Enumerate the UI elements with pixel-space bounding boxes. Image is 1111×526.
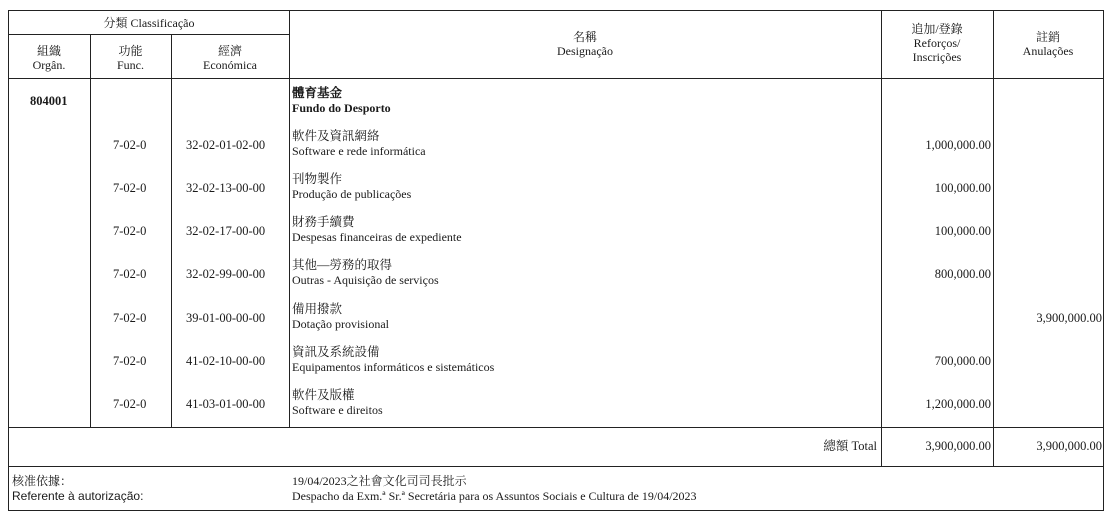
func-code: 7-02-0: [113, 138, 147, 152]
reforco-amount: 700,000.00: [934, 354, 991, 368]
row-designation: [292, 302, 389, 332]
col-divider-organ: [90, 34, 91, 427]
row-designation-pt: Software e direitos: [292, 403, 383, 417]
header-desig-pt: Designação: [557, 44, 613, 58]
header-reforcos-cn: 追加/登錄: [911, 22, 963, 36]
left-border: [8, 10, 9, 510]
row-designation: [292, 345, 494, 375]
header-econ-pt: Económica: [203, 58, 257, 72]
econ-code: 39-01-00-00-00: [186, 311, 266, 325]
authorization-label: [12, 474, 143, 504]
authorization-text-cn: 19/04/2023之社會文化司司長批示: [292, 474, 467, 488]
col-divider-desig: [881, 10, 882, 466]
func-code: 7-02-0: [113, 397, 147, 411]
right-border: [1103, 10, 1104, 510]
row-designation-pt: Outras - Aquisição de serviços: [292, 273, 439, 287]
anulacao-amount: 3,900,000.00: [1036, 311, 1102, 325]
header-organ: [8, 44, 90, 72]
top-border: [8, 10, 1104, 11]
total-bottom-border: [8, 466, 1104, 467]
body-bottom-border: [8, 427, 1104, 428]
fund-name-pt: Fundo do Desporto: [292, 101, 391, 115]
header-organ-cn: 組織: [36, 44, 61, 58]
econ-code: 32-02-17-00-00: [186, 224, 266, 238]
row-designation: [292, 129, 426, 159]
header-anul-cn: 註銷: [1035, 30, 1060, 44]
row-designation: [292, 388, 383, 418]
row-designation-cn: 其他—勞務的取得: [292, 258, 393, 272]
header-func: [90, 44, 171, 72]
econ-code: 41-03-01-00-00: [186, 397, 266, 411]
header-bottom-border: [8, 78, 1104, 79]
reforco-amount: 1,000,000.00: [925, 138, 991, 152]
fund-name-cn: 體育基金: [292, 86, 343, 100]
total-reforco: 3,900,000.00: [925, 439, 991, 453]
row-designation: [292, 258, 439, 288]
authorization-text-pt: Despacho da Exm.ª Sr.ª Secretária para os Assuntos Sociais e Cultura de 19/04/2023: [292, 489, 697, 503]
row-designation-cn: 資訊及系統設備: [292, 345, 380, 359]
header-anulacoes: [993, 30, 1103, 58]
fund-name: [292, 86, 391, 116]
header-reforcos-pt1: Reforços/: [913, 36, 961, 50]
header-reforcos-pt2: Inscrições: [912, 50, 962, 64]
row-designation-cn: 刊物製作: [292, 172, 343, 186]
func-code: 7-02-0: [113, 311, 147, 325]
authorization-text: [292, 474, 697, 504]
bottom-border: [8, 510, 1104, 511]
row-designation: [292, 172, 411, 202]
header-organ-pt: Orgân.: [32, 58, 66, 72]
row-designation-pt: Dotação provisional: [292, 317, 389, 331]
header-reforcos: [881, 22, 993, 64]
row-designation-cn: 軟件及資訊網絡: [292, 129, 380, 143]
func-code: 7-02-0: [113, 267, 147, 281]
authorization-label-pt: Referente à autorização:: [12, 489, 144, 503]
row-designation-cn: 軟件及版權: [292, 388, 355, 402]
row-designation-pt: Equipamentos informáticos e sistemáticos: [292, 360, 495, 374]
total-anulacao: 3,900,000.00: [1036, 439, 1102, 453]
header-anul-pt: Anulações: [1022, 44, 1074, 58]
header-classificacao: 分類 Classificação: [103, 16, 195, 30]
econ-code: 41-02-10-00-00: [186, 354, 266, 368]
organ-code: 804001: [30, 94, 68, 108]
header-desig-cn: 名稱: [572, 30, 597, 44]
col-divider-econ: [289, 10, 290, 427]
reforco-amount: 100,000.00: [934, 181, 991, 195]
econ-code: 32-02-01-02-00: [186, 138, 266, 152]
row-designation-cn: 備用撥款: [292, 302, 343, 316]
func-code: 7-02-0: [113, 224, 147, 238]
econ-code: 32-02-99-00-00: [186, 267, 266, 281]
row-designation-pt: Despesas financeiras de expediente: [292, 230, 462, 244]
header-econ: [171, 44, 289, 72]
row-designation-cn: 財務手續費: [292, 215, 355, 229]
header-econ-cn: 經濟: [217, 44, 242, 58]
header-designacao: [289, 30, 881, 58]
func-code: 7-02-0: [113, 354, 147, 368]
header-func-pt: Func.: [117, 58, 144, 72]
row-designation-pt: Software e rede informática: [292, 144, 426, 158]
col-divider-reforcos: [993, 10, 994, 466]
reforco-amount: 100,000.00: [934, 224, 991, 238]
row-designation-pt: Produção de publicações: [292, 187, 412, 201]
reforco-amount: 800,000.00: [934, 267, 991, 281]
classif-underline: [8, 34, 289, 35]
reforco-amount: 1,200,000.00: [925, 397, 991, 411]
econ-code: 32-02-13-00-00: [186, 181, 266, 195]
authorization-label-cn: 核准依據：: [12, 474, 73, 488]
header-func-cn: 功能: [118, 44, 143, 58]
col-divider-func: [171, 34, 172, 427]
func-code: 7-02-0: [113, 181, 147, 195]
row-designation: [292, 215, 462, 245]
total-label: 總額 Total: [823, 439, 877, 453]
